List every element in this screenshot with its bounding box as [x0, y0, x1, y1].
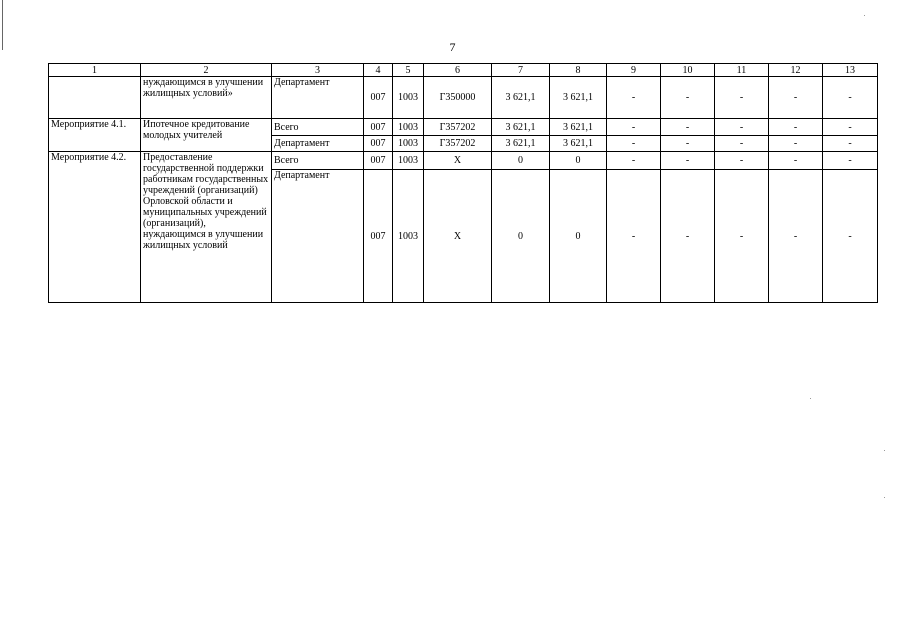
value-cell: 3 621,1 — [492, 77, 550, 119]
value-cell: - — [769, 119, 823, 136]
col-header: 7 — [492, 64, 550, 77]
col-header: 1 — [49, 64, 141, 77]
value-cell: 007 — [364, 152, 393, 170]
value-cell: - — [769, 136, 823, 152]
col-header: 12 — [769, 64, 823, 77]
value-cell: - — [769, 152, 823, 170]
value-cell: - — [661, 152, 715, 170]
value-cell: - — [715, 136, 769, 152]
scan-speck — [864, 15, 865, 16]
page-number: 7 — [449, 40, 456, 54]
table-row — [49, 77, 878, 119]
value-cell: - — [715, 77, 769, 119]
budget-table — [48, 63, 878, 303]
value-cell: - — [715, 119, 769, 136]
value-cell: - — [607, 152, 661, 170]
value-cell: 1003 — [393, 119, 424, 136]
value-cell: - — [715, 170, 769, 303]
col-header: 4 — [364, 64, 393, 77]
value-cell: - — [661, 170, 715, 303]
value-cell: 3 621,1 — [492, 119, 550, 136]
value-cell: - — [823, 77, 878, 119]
value-cell: - — [823, 119, 878, 136]
table-row — [49, 119, 878, 136]
value-cell: - — [823, 136, 878, 152]
col-header: 13 — [823, 64, 878, 77]
event-label-cell: Мероприятие 4.2. — [49, 152, 141, 303]
event-label-cell — [49, 77, 141, 119]
description-cell: нуждающимся в улучшении жилищных условий» — [141, 77, 272, 119]
value-cell: 0 — [550, 152, 607, 170]
value-cell: - — [769, 170, 823, 303]
executor-cell: Всего — [272, 119, 364, 136]
value-cell: 1003 — [393, 170, 424, 303]
value-cell: 1003 — [393, 77, 424, 119]
scan-speck — [884, 497, 885, 498]
executor-cell: Департамент — [272, 170, 364, 303]
value-cell: - — [823, 170, 878, 303]
description-cell: Ипотечное кредитование молодых учителей — [141, 119, 272, 152]
value-cell: 1003 — [393, 136, 424, 152]
description-cell: Предоставление государственной поддержки работникам государственных учреждений (организаций) Орловской области и муниципальных учреждений (организаций), нуждающимся в улучшении жилищных условий — [141, 152, 272, 303]
value-cell: 3 621,1 — [492, 136, 550, 152]
value-cell: 0 — [492, 152, 550, 170]
value-cell: - — [607, 77, 661, 119]
value-cell: Х — [424, 170, 492, 303]
value-cell: 1003 — [393, 152, 424, 170]
value-cell: 0 — [550, 170, 607, 303]
col-header: 3 — [272, 64, 364, 77]
value-cell: - — [661, 119, 715, 136]
value-cell: - — [823, 152, 878, 170]
value-cell: 007 — [364, 77, 393, 119]
value-cell: Г357202 — [424, 136, 492, 152]
value-cell: Г357202 — [424, 119, 492, 136]
value-cell: - — [661, 136, 715, 152]
col-header: 5 — [393, 64, 424, 77]
table-row — [49, 152, 878, 170]
value-cell: 3 621,1 — [550, 77, 607, 119]
value-cell: 3 621,1 — [550, 136, 607, 152]
scan-speck — [810, 398, 811, 399]
col-header: 6 — [424, 64, 492, 77]
scan-speck — [884, 450, 885, 451]
value-cell: Х — [424, 152, 492, 170]
executor-cell: Всего — [272, 152, 364, 170]
col-header: 10 — [661, 64, 715, 77]
event-label-cell: Мероприятие 4.1. — [49, 119, 141, 152]
value-cell: 007 — [364, 119, 393, 136]
col-header: 9 — [607, 64, 661, 77]
value-cell: - — [607, 136, 661, 152]
value-cell: - — [715, 152, 769, 170]
header-row — [49, 64, 878, 77]
value-cell: 007 — [364, 170, 393, 303]
col-header: 11 — [715, 64, 769, 77]
value-cell: Г350000 — [424, 77, 492, 119]
executor-cell: Департамент — [272, 77, 364, 119]
value-cell: 007 — [364, 136, 393, 152]
value-cell: 0 — [492, 170, 550, 303]
executor-cell: Департамент — [272, 136, 364, 152]
value-cell: - — [769, 77, 823, 119]
value-cell: - — [607, 119, 661, 136]
value-cell: 3 621,1 — [550, 119, 607, 136]
value-cell: - — [661, 77, 715, 119]
value-cell: - — [607, 170, 661, 303]
col-header: 2 — [141, 64, 272, 77]
col-header: 8 — [550, 64, 607, 77]
